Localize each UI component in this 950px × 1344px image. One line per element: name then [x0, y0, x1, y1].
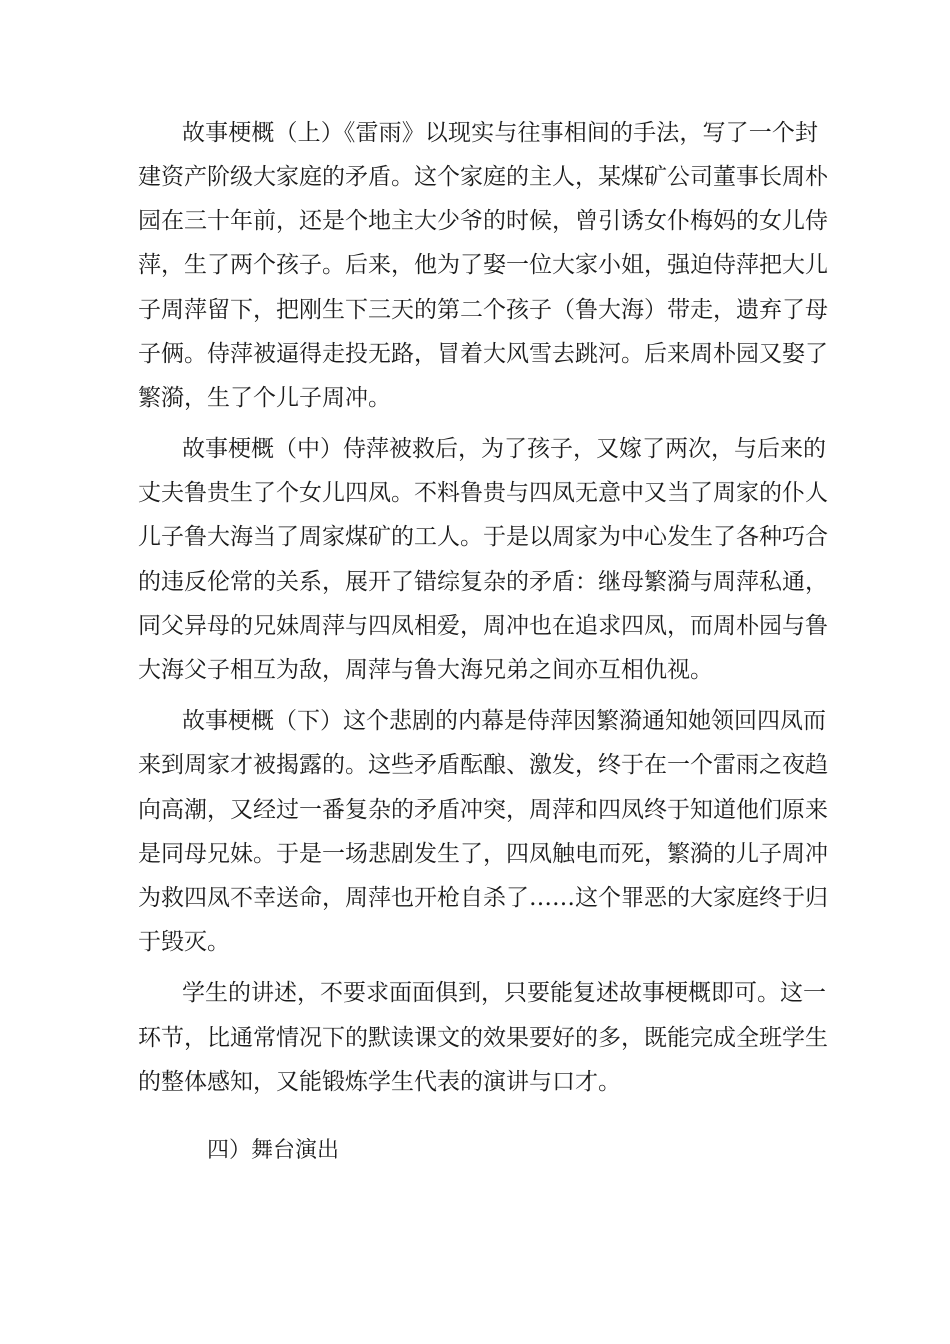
paragraph-line: 子俩。侍萍被逼得走投无路，冒着大风雪去跳河。后来周朴园又娶了	[138, 341, 828, 367]
paragraph-line: 园在三十年前，还是个地主大少爷的时候，曾引诱女仆梅妈的女儿侍	[138, 208, 828, 234]
paragraph-line: 故事梗概（中）侍萍被救后，为了孩子，又嫁了两次，与后来的	[182, 436, 826, 462]
paragraph-line: 故事梗概（下）这个悲剧的内幕是侍萍因繁漪通知她领回四凤而	[182, 708, 826, 734]
paragraph-line: 的违反伦常的关系，展开了错综复杂的矛盾：继母繁漪与周萍私通，	[138, 569, 828, 595]
paragraph-line: 学生的讲述，不要求面面俱到，只要能复述故事梗概即可。这一	[182, 980, 826, 1006]
paragraph-line: 儿子鲁大海当了周家煤矿的工人。于是以周家为中心发生了各种巧合	[138, 524, 828, 550]
paragraph-line: 丈夫鲁贵生了个女儿四凤。不料鲁贵与四凤无意中又当了周家的仆人	[138, 480, 828, 506]
paragraph-line: 萍，生了两个孩子。后来，他为了娶一位大家小姐，强迫侍萍把大儿	[138, 252, 828, 278]
paragraph-line: 同父异母的兄妹周萍与四凤相爱，周冲也在追求四凤，而周朴园与鲁	[138, 613, 828, 639]
paragraph-line: 向高潮，又经过一番复杂的矛盾冲突，周萍和四凤终于知道他们原来	[138, 797, 828, 823]
paragraph-line: 故事梗概（上）《雷雨》以现实与往事相间的手法，写了一个封	[182, 120, 818, 146]
paragraph-line: 为救四凤不幸送命，周萍也开枪自杀了……这个罪恶的大家庭终于归	[138, 885, 828, 911]
paragraph-line: 于毁灭。	[138, 929, 230, 955]
paragraph-line: 环节，比通常情况下的默读课文的效果要好的多，既能完成全班学生	[138, 1025, 828, 1051]
paragraph-line: 是同母兄妹。于是一场悲剧发生了，四凤触电而死，繁漪的儿子周冲	[138, 841, 828, 867]
paragraph-line: 建资产阶级大家庭的矛盾。这个家庭的主人，某煤矿公司董事长周朴	[138, 164, 828, 190]
paragraph-line: 大海父子相互为敌，周萍与鲁大海兄弟之间亦互相仇视。	[138, 657, 713, 683]
section-heading: 四）舞台演出	[207, 1138, 340, 1163]
paragraph-line: 来到周家才被揭露的。这些矛盾酝酿、激发，终于在一个雷雨之夜趋	[138, 752, 828, 778]
paragraph-line: 子周萍留下，把刚生下三天的第二个孩子（鲁大海）带走，遗弃了母	[138, 297, 828, 323]
paragraph-line: 的整体感知，又能锻炼学生代表的演讲与口才。	[138, 1069, 621, 1095]
paragraph-line: 繁漪，生了个儿子周冲。	[138, 385, 391, 411]
